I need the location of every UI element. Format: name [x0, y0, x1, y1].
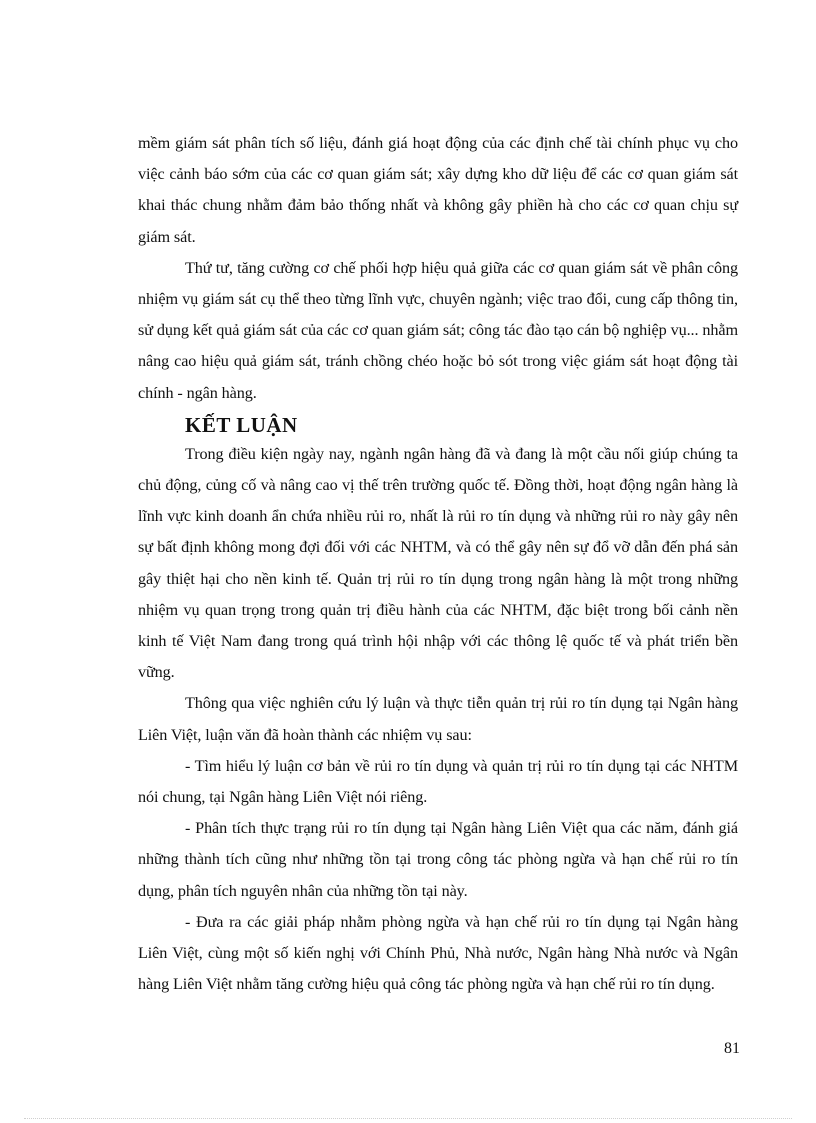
paragraph-thu-tu: Thứ tư, tăng cường cơ chế phối hợp hiệu quả giữa các cơ quan giám sát về phân công nhiệm vụ giám sát cụ thể theo từng lĩnh vực, chuyên ngành; việc trao đổi, cung cấp thông tin, sử dụng kết quả giám sát của các cơ quan giám sát; công tác đào tạo cán bộ nghiệp vụ... nhằm nâng cao hiệu quả giám sát, tránh chồng chéo hoặc bỏ sót trong việc giám sát hoạt động tài chính - ngân hàng. [138, 258, 738, 402]
section-heading: KẾT LUẬN [185, 412, 298, 437]
conclusion-item-3: - Đưa ra các giải pháp nhằm phòng ngừa và hạn chế rủi ro tín dụng tại Ngân hàng Liên Việt, cùng một số kiến nghị với Chính Phủ, Nhà nước, Ngân hàng Nhà nước và Ngân hàng Liên Việt nhằm tăng cường hiệu quả công tác phòng ngừa và hạn chế rủi ro tín dụng. [138, 912, 738, 994]
page-number: 81 [724, 1040, 740, 1057]
conclusion-paragraph-1: Trong điều kiện ngày nay, ngành ngân hàng đã và đang là một cầu nối giúp chúng ta chủ động, củng cố và nâng cao vị thế trên trường quốc tế. Đồng thời, hoạt động ngân hàng là lĩnh vực kinh doanh ẩn chứa nhiều rủi ro, nhất là rủi ro tín dụng và những rủi ro này gây nên sự bất định không mong đợi đối với các NHTM, và có thể gây nên sự đổ vỡ dẫn đến phá sản gây thiệt hại cho nền kinh tế. Quản trị rủi ro tín dụng trong ngân hàng là một trong những nhiệm vụ quan trọng trong quản trị điều hành của các NHTM, đặc biệt trong bối cảnh nền kinh tế Việt Nam đang trong quá trình hội nhập với các thông lệ quốc tế và phát triển bền vững. [138, 444, 738, 682]
conclusion-item-1: - Tìm hiểu lý luận cơ bản về rủi ro tín dụng và quản trị rủi ro tín dụng tại các NHTM nói chung, tại Ngân hàng Liên Việt nói riêng. [138, 756, 738, 807]
body-text [138, 128, 738, 1000]
page-bottom-divider [24, 1118, 792, 1119]
paragraph-continued: mềm giám sát phân tích số liệu, đánh giá hoạt động của các định chế tài chính phục vụ cho việc cảnh báo sớm của các cơ quan giám sát; xây dựng kho dữ liệu để các cơ quan giám sát khai thác chung nhằm đảm bảo thống nhất và không gây phiền hà cho các cơ quan chịu sự giám sát. [138, 134, 738, 246]
conclusion-item-2: - Phân tích thực trạng rủi ro tín dụng tại Ngân hàng Liên Việt qua các năm, đánh giá những thành tích cũng như những tồn tại trong công tác phòng ngừa và hạn chế rủi ro tín dụng, phân tích nguyên nhân của những tồn tại này. [138, 819, 738, 900]
conclusion-paragraph-2: Thông qua việc nghiên cứu lý luận và thực tiễn quản trị rủi ro tín dụng tại Ngân hàng Liên Việt, luận văn đã hoàn thành các nhiệm vụ sau: [138, 694, 738, 744]
